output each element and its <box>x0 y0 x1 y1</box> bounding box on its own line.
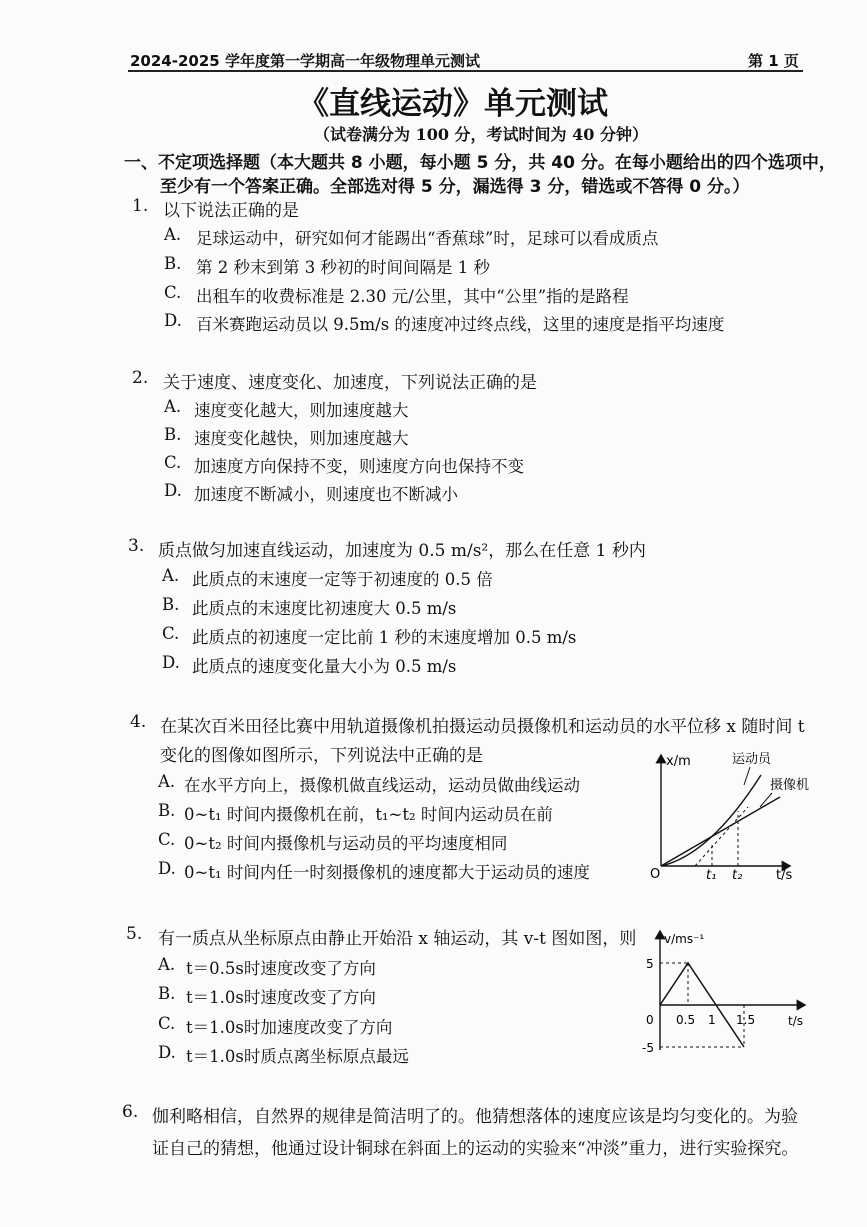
option-text: 第 2 秒末到第 3 秒初的时间间隔是 1 秒 <box>196 258 490 277</box>
origin-label: O <box>650 867 661 882</box>
vt-graph <box>640 925 810 1055</box>
header-divider <box>128 70 803 72</box>
option-label: C. <box>164 283 182 302</box>
x-tick-1: 1 <box>708 1013 716 1027</box>
y-axis-label: v/ms⁻¹ <box>664 932 705 946</box>
option-text: 加速度不断减小，则速度也不断减小 <box>194 485 458 504</box>
option-text: 此质点的初速度一定比前 1 秒的末速度增加 0.5 m/s <box>192 628 577 647</box>
option-label: A. <box>158 772 176 791</box>
option-text: 0~t₂ 时间内摄像机与运动员的平均速度相同 <box>184 834 508 853</box>
option-text: 足球运动中，研究如何才能踢出“香蕉球”时，足球可以看成质点 <box>196 229 659 248</box>
option-label: D. <box>162 653 180 672</box>
origin-label: 0 <box>646 1013 654 1027</box>
option-text: 此质点的速度变化量大小为 0.5 m/s <box>192 657 457 676</box>
x-axis-label: t/s <box>788 1014 803 1028</box>
question-number: 4. <box>130 712 147 732</box>
y-axis-label: x/m <box>666 754 691 769</box>
option-text: t＝1.0s时速度改变了方向 <box>186 988 376 1007</box>
athlete-label: 运动员 <box>732 752 772 767</box>
option-text: 百米赛跑运动员以 9.5m/s 的速度冲过终点线，这里的速度是指平均速度 <box>196 315 725 334</box>
xt-graph <box>640 745 810 885</box>
option-label: C. <box>164 453 182 472</box>
option-text: 0~t₁ 时间内任一时刻摄像机的速度都大于运动员的速度 <box>184 863 590 882</box>
option-label: B. <box>158 801 176 820</box>
option-text: 此质点的末速度比初速度大 0.5 m/s <box>192 599 457 618</box>
option-text: 此质点的末速度一定等于初速度的 0.5 倍 <box>192 570 493 589</box>
option-text: 加速度方向保持不变，则速度方向也保持不变 <box>194 457 524 476</box>
t1-label: t₁ <box>706 868 717 883</box>
x-tick-0.5: 0.5 <box>676 1013 696 1027</box>
question-number: 1. <box>132 196 149 216</box>
athlete-curve <box>661 775 761 866</box>
athlete-label-leader <box>744 767 750 785</box>
option-label: D. <box>164 481 182 500</box>
option-label: A. <box>164 397 182 416</box>
question-number: 2. <box>132 368 149 388</box>
x-axis-label: t/s <box>776 868 793 883</box>
option-label: A. <box>164 225 182 244</box>
option-label: B. <box>164 425 182 444</box>
x-tick-1.5: 1.5 <box>736 1013 756 1027</box>
exam-subtitle: （试卷满分为 100 分，考试时间为 40 分钟） <box>314 125 648 144</box>
question-stem-line1: 在某次百米田径比赛中用轨道摄像机拍摄运动员摄像机和运动员的水平位移 x 随时间 t <box>160 717 805 737</box>
t2-label: t₂ <box>732 868 743 883</box>
question-stem: 关于速度、速度变化、加速度，下列说法正确的是 <box>163 373 537 393</box>
option-label: A. <box>162 566 180 585</box>
tangent-dash <box>695 807 748 866</box>
option-label: C. <box>162 624 180 643</box>
section-instructions-line1: 一、不定项选择题（本大题共 8 小题，每小题 5 分，共 40 分。在每小题给出的四个选项中， <box>124 153 836 173</box>
option-text: 速度变化越大，则加速度越大 <box>194 401 409 420</box>
question-number: 5. <box>126 924 143 944</box>
option-label: A. <box>158 955 176 974</box>
question-number: 6. <box>122 1102 139 1122</box>
question-text-line1: 伽利略相信，自然界的规律是简洁明了的。他猜想落体的速度应该是均匀变化的。为验 <box>152 1107 798 1127</box>
y-tick-pos: 5 <box>646 957 654 971</box>
question-text-line2: 证自己的猜想，他通过设计铜球在斜面上的运动的实验来“冲淡”重力，进行实验探究。 <box>152 1139 799 1159</box>
camera-line <box>661 797 780 866</box>
question-stem: 质点做匀加速直线运动，加速度为 0.5 m/s²，那么在任意 1 秒内 <box>158 541 646 561</box>
question-number: 3. <box>128 536 145 556</box>
question-stem-line2: 变化的图像如图所示，下列说法中正确的是 <box>160 746 483 766</box>
option-text: 在水平方向上，摄像机做直线运动，运动员做曲线运动 <box>184 776 580 795</box>
option-label: B. <box>164 254 182 273</box>
option-label: D. <box>164 311 182 330</box>
option-text: 0~t₁ 时间内摄像机在前，t₁~t₂ 时间内运动员在前 <box>184 805 553 824</box>
option-text: t＝1.0s时加速度改变了方向 <box>186 1018 393 1037</box>
header-page-number: 第 1 页 <box>748 52 799 70</box>
option-label: D. <box>158 1043 176 1062</box>
option-text: 速度变化越快，则加速度越大 <box>194 429 409 448</box>
option-label: B. <box>162 595 180 614</box>
section-instructions-line2: 至少有一个答案正确。全部选对得 5 分，漏选得 3 分，错选或不答得 0 分。） <box>160 177 750 197</box>
option-label: D. <box>158 859 176 878</box>
option-label: C. <box>158 1014 176 1033</box>
option-text: t＝1.0s时质点离坐标原点最远 <box>186 1047 409 1066</box>
option-text: 出租车的收费标准是 2.30 元/公里，其中“公里”指的是路程 <box>196 287 629 306</box>
question-stem: 以下说法正确的是 <box>163 201 299 221</box>
option-text: t＝0.5s时速度改变了方向 <box>186 959 376 978</box>
camera-label: 摄像机 <box>770 778 810 793</box>
option-label: C. <box>158 830 176 849</box>
option-label: B. <box>158 984 176 1003</box>
question-stem: 有一质点从坐标原点由静止开始沿 x 轴运动，其 v-t 图如图，则 <box>158 929 637 949</box>
y-tick-neg: -5 <box>642 1041 654 1055</box>
page-title: 《直线运动》单元测试 <box>298 86 608 122</box>
header-left: 2024-2025 学年度第一学期高一年级物理单元测试 <box>130 52 480 70</box>
